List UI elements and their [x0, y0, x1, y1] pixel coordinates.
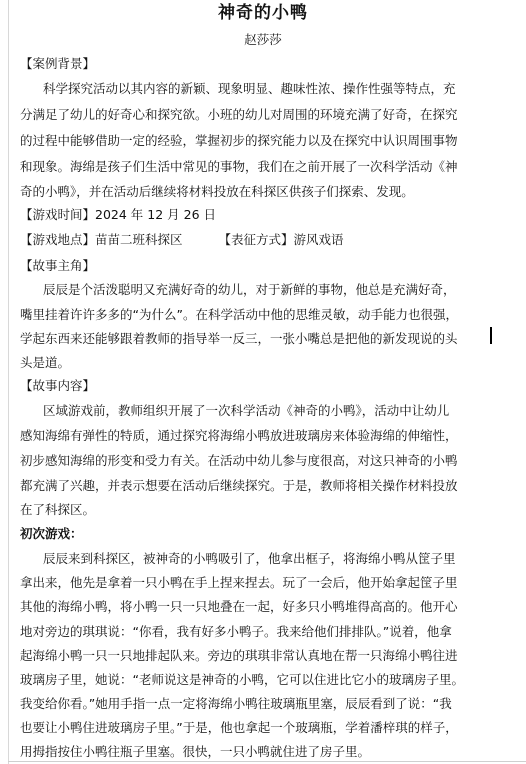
paragraph-line: 区域游戏前，教师组织开展了一次科学活动《神奇的小鸭》，活动中让幼儿 [43, 403, 450, 418]
paragraph-line: 拿出来，他先是拿着一只小鸭在手上捏来捏去。玩了一会后，他开始拿起筐子里 [20, 575, 458, 590]
game-place: 【游戏地点】苗苗二班科探区 [20, 232, 183, 247]
paragraph-line: 辰辰来到科探区，被神奇的小鸭吸引了，他拿出框子，将海绵小鸭从筐子里 [43, 551, 456, 566]
section-heading-first-game: 初次游戏： [20, 526, 83, 541]
paragraph-line: 我变给你看。”她用手指一点一定将海绵小鸭往玻璃瓶里塞，辰辰看到了说：“我 [20, 696, 452, 711]
paragraph-line: 科学探究活动以其内容的新颖、现象明显、趣味性浓、操作性强等特点，充 [43, 81, 456, 96]
paragraph-line: 奇的小鸭》，并在活动后继续将材料投放在科探区供孩子们探索、发现。 [20, 184, 414, 199]
paragraph-line: 在了科探区。 [20, 502, 96, 517]
paragraph-line: 嘴里挂着许许多多的“为什么”。在科学活动中他的思维灵敏，动手能力也很强， [20, 307, 458, 322]
paragraph-line: 辰辰是个活泼聪明又充满好奇的幼儿，对于新鲜的事物，他总是充满好奇， [43, 282, 456, 297]
page-title: 神奇的小鸭 [218, 3, 308, 23]
page-left-border [8, 0, 9, 764]
paragraph-line: 的过程中能够借助一定的经验，掌握初步的探究能力以及在探究中认识周围事物 [20, 133, 458, 148]
text-cursor [490, 327, 492, 344]
paragraph-line: 玻璃房子里，她说：“老师说这是神奇的小鸭，它可以住进比它小的玻璃房子里。 [20, 672, 464, 687]
game-place-and-form-line [20, 231, 344, 249]
paragraph-line: 用拇指按住小鸭往瓶子里塞。很快，一只小鸭就住进了房子里。 [20, 744, 371, 759]
paragraph-line: 地对旁边的琪琪说：“你看，我有好多小鸭子。我来给他们排排队。”说着，他拿 [20, 624, 452, 639]
paragraph-line: 感知海绵有弹性的特质，通过探究将海绵小鸭放进玻璃房来体验海绵的伸缩性， [20, 428, 458, 443]
author-name: 赵莎莎 [244, 32, 282, 47]
section-heading-content: 【故事内容】 [20, 378, 96, 393]
representation-form: 【表征方式】游风戏语 [218, 232, 344, 247]
paragraph-line: 学起东西来还能够跟着教师的指导举一反三，一张小嘴总是把他的新发现说的头 [20, 331, 458, 346]
paragraph-line: 和现象。海绵是孩子们生活中常见的事物，我们在之前开展了一次科学活动《神 [20, 159, 458, 174]
section-heading-protagonist: 【故事主角】 [20, 258, 96, 273]
paragraph-line: 都充满了兴趣，并表示想要在活动后继续探究。于是，教师将相关操作材料投放 [20, 478, 458, 493]
paragraph-line: 头是道。 [20, 355, 71, 370]
paragraph-line: 其他的海绵小鸭，将小鸭一只一只地叠在一起，好多只小鸭堆得高高的。他开心 [20, 599, 458, 614]
page-bottom-border [8, 761, 526, 762]
section-heading-background: 【案例背景】 [20, 56, 96, 71]
paragraph-line: 起海绵小鸭一只一只地排起队来。旁边的琪琪非常认真地在帮一只海绵小鸭往进 [20, 648, 458, 663]
paragraph-line: 分满足了幼儿的好奇心和探究欲。小班的幼儿对周围的环境充满了好奇，在探究 [20, 107, 458, 122]
paragraph-line: 也要让小鸭住进玻璃房子里。”于是，他也拿起一个玻璃瓶，学着潘梓琪的样子， [20, 720, 458, 735]
game-time-line: 【游戏时间】2024 年 12 月 26 日 [20, 207, 216, 222]
paragraph-line: 初步感知海绵的形变和受力有关。在活动中幼儿参与度很高，对这只神奇的小鸭 [20, 453, 458, 468]
